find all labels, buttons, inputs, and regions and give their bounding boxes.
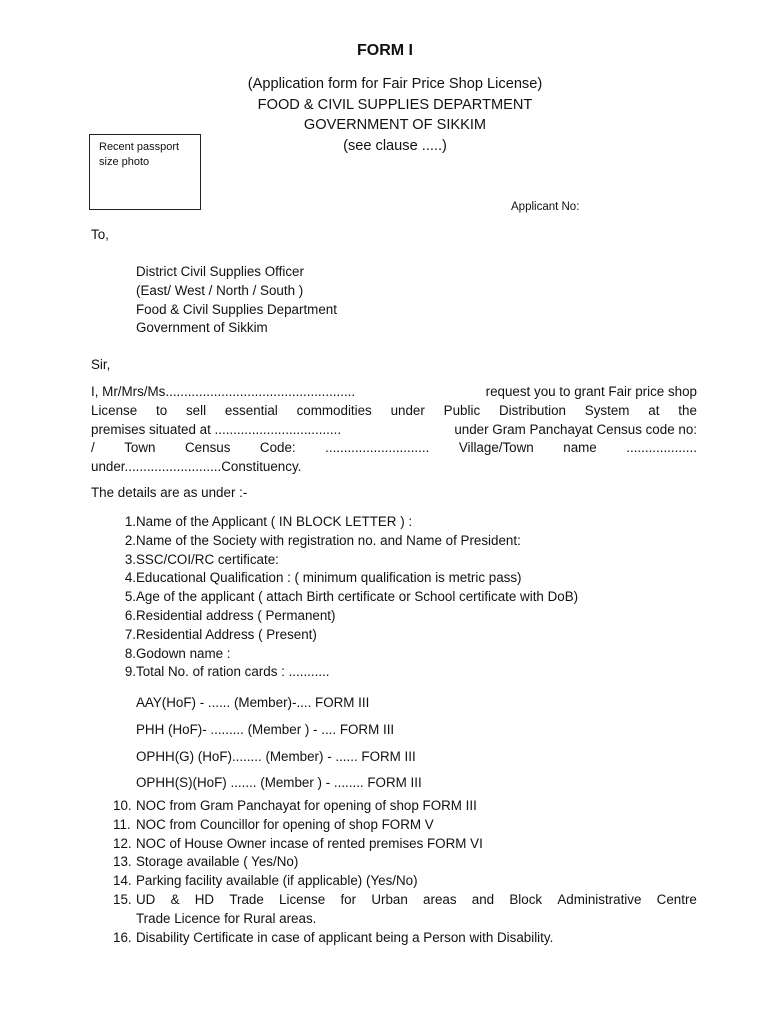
subtitle-line: GOVERNMENT OF SIKKIM bbox=[303, 117, 487, 133]
paragraph-segment: I, Mr/Mrs/Ms................................................... bbox=[91, 384, 356, 399]
item-number: 11. bbox=[113, 816, 131, 832]
paragraph-word: Town bbox=[124, 440, 156, 456]
list-item bbox=[91, 569, 697, 588]
paragraph-line bbox=[91, 439, 697, 458]
ration-card-line: AAY(HoF) - ...... (Member)-.... FORM III bbox=[136, 695, 370, 710]
paragraph-word: areas bbox=[423, 891, 457, 907]
list-item bbox=[91, 853, 697, 872]
photo-box-label: Recent passport bbox=[99, 141, 180, 153]
item-number: 8. bbox=[124, 645, 136, 661]
subtitle-line: FOOD & CIVIL SUPPLIES DEPARTMENT bbox=[257, 96, 533, 113]
paragraph-line bbox=[91, 421, 697, 440]
item-number: 13. bbox=[113, 854, 132, 870]
paragraph-word: essential bbox=[224, 402, 278, 418]
item-text: SSC/COI/RC certificate: bbox=[136, 551, 279, 567]
paragraph-word: / bbox=[91, 440, 95, 456]
item-text: NOC from Gram Panchayat for opening of shop FORM III bbox=[136, 798, 477, 813]
paragraph-word: Code: bbox=[259, 440, 296, 456]
item-text: NOC from Councillor for opening of shop FORM V bbox=[136, 816, 434, 832]
item-number: 9. bbox=[124, 664, 136, 680]
address-line: District Civil Supplies Officer bbox=[136, 264, 304, 279]
request-paragraph bbox=[91, 383, 697, 477]
address-line: Food & Civil Supplies Department bbox=[136, 301, 337, 317]
item-number: 2. bbox=[124, 532, 136, 548]
item-number: 16. bbox=[113, 929, 132, 945]
paragraph-word: under bbox=[390, 402, 425, 418]
paragraph-word: Public bbox=[443, 402, 481, 418]
details-intro: The details are as under :- bbox=[91, 485, 248, 500]
list-item bbox=[91, 588, 697, 607]
item-text: NOC of House Owner incase of rented premises FORM VI bbox=[136, 835, 483, 851]
item-text: Age of the applicant ( attach Birth certificate or School certificate with DoB) bbox=[136, 589, 579, 605]
paragraph-word: System bbox=[584, 402, 630, 418]
recipient-address bbox=[136, 263, 337, 338]
paragraph-word: License bbox=[91, 402, 138, 418]
item-number: 14. bbox=[113, 873, 132, 889]
paragraph-word: for bbox=[340, 891, 357, 907]
paragraph-word: and bbox=[471, 891, 495, 907]
item-number: 4. bbox=[124, 570, 136, 586]
address-line: (East/ West / North / South ) bbox=[136, 282, 304, 298]
list-item bbox=[91, 532, 697, 551]
item-number: 10. bbox=[113, 798, 132, 813]
item-text-line: Trade Licence for Rural areas. bbox=[136, 910, 317, 926]
form-title: FORM I bbox=[357, 42, 413, 59]
paragraph-word: commodities bbox=[296, 402, 372, 418]
paragraph-segment: under Gram Panchayat Census code no: bbox=[454, 421, 697, 437]
item-number: 5. bbox=[124, 589, 136, 605]
item-text: Residential address ( Permanent) bbox=[136, 607, 336, 623]
details-list bbox=[91, 513, 697, 682]
item-text: Parking facility available (if applicable) (Yes/No) bbox=[136, 873, 418, 889]
passport-photo-box bbox=[89, 134, 201, 210]
item-number: 1. bbox=[124, 514, 136, 529]
item-text: Total No. of ration cards : ........... bbox=[136, 664, 330, 680]
paragraph-word: Administrative bbox=[557, 891, 642, 907]
paragraph-word: name bbox=[563, 440, 597, 456]
to-label: To, bbox=[91, 227, 109, 242]
item-text: Residential Address ( Present) bbox=[136, 626, 317, 642]
item-text-line bbox=[136, 891, 697, 910]
applicant-no-label: Applicant No: bbox=[511, 201, 580, 213]
item-number: 12. bbox=[113, 835, 132, 851]
paragraph-line bbox=[91, 402, 697, 421]
item-text: Name of the Applicant ( IN BLOCK LETTER ) : bbox=[136, 514, 413, 529]
paragraph-word: HD bbox=[194, 891, 215, 907]
item-text: Godown name : bbox=[136, 645, 231, 661]
item-number: 7. bbox=[124, 626, 136, 642]
paragraph-word: ............................ bbox=[325, 440, 430, 456]
paragraph-segment: request you to grant Fair price shop bbox=[485, 384, 697, 399]
item-text bbox=[136, 891, 697, 929]
list-item bbox=[91, 835, 697, 854]
ration-card-line: PHH (HoF)- ......... (Member ) - .... FORM III bbox=[136, 721, 395, 737]
photo-box-label: size photo bbox=[99, 156, 150, 168]
list-item bbox=[91, 797, 697, 816]
list-item bbox=[91, 626, 697, 645]
paragraph-word: Trade bbox=[229, 891, 264, 907]
list-item bbox=[91, 645, 697, 664]
paragraph-line: under..........................Constituency. bbox=[91, 459, 302, 475]
paragraph-word: & bbox=[170, 891, 180, 907]
item-text: Educational Qualification : ( minimum qualification is metric pass) bbox=[136, 570, 522, 586]
list-item bbox=[91, 551, 697, 570]
item-text: Disability Certificate in case of applicant being a Person with Disability. bbox=[136, 929, 554, 945]
ration-card-line: OPHH(G) (HoF)........ (Member) - ...... FORM III bbox=[136, 748, 416, 764]
list-item bbox=[91, 663, 697, 682]
paragraph-word: Village/Town bbox=[458, 440, 534, 456]
list-item bbox=[91, 513, 697, 532]
ration-card-line: OPHH(S)(HoF) ....... (Member ) - ........ FORM III bbox=[136, 775, 422, 791]
list-item bbox=[91, 929, 697, 948]
salutation: Sir, bbox=[91, 357, 111, 372]
paragraph-word: Urban bbox=[371, 891, 408, 907]
item-number: 3. bbox=[124, 551, 136, 567]
paragraph-word: Census bbox=[185, 440, 231, 456]
address-line: Government of Sikkim bbox=[136, 320, 268, 336]
list-item bbox=[91, 816, 697, 835]
paragraph-word: the bbox=[678, 402, 697, 418]
paragraph-word: sell bbox=[185, 402, 207, 418]
paragraph-word: to bbox=[155, 402, 168, 418]
paragraph-word: at bbox=[648, 402, 660, 418]
list-item bbox=[91, 891, 697, 929]
subtitle-line: (Application form for Fair Price Shop License) bbox=[247, 76, 543, 92]
paragraph-word: UD bbox=[136, 891, 156, 907]
subtitle-line: (see clause .....) bbox=[343, 137, 447, 154]
ration-card-breakdown bbox=[136, 690, 422, 797]
paragraph-segment: premises situated at .................................. bbox=[91, 421, 342, 437]
list-item bbox=[91, 872, 697, 891]
item-text: Name of the Society with registration no. and Name of President: bbox=[136, 532, 521, 548]
details-list-continued bbox=[91, 797, 697, 947]
paragraph-word: License bbox=[279, 891, 326, 907]
paragraph-word: Block bbox=[509, 891, 543, 907]
paragraph-line bbox=[91, 383, 697, 402]
item-number: 6. bbox=[124, 607, 136, 623]
item-text: Storage available ( Yes/No) bbox=[136, 854, 299, 870]
list-item bbox=[91, 607, 697, 626]
paragraph-word: Centre bbox=[656, 891, 697, 907]
item-number: 15. bbox=[113, 891, 132, 907]
paragraph-word: ................... bbox=[626, 440, 697, 456]
paragraph-word: Distribution bbox=[498, 402, 566, 418]
